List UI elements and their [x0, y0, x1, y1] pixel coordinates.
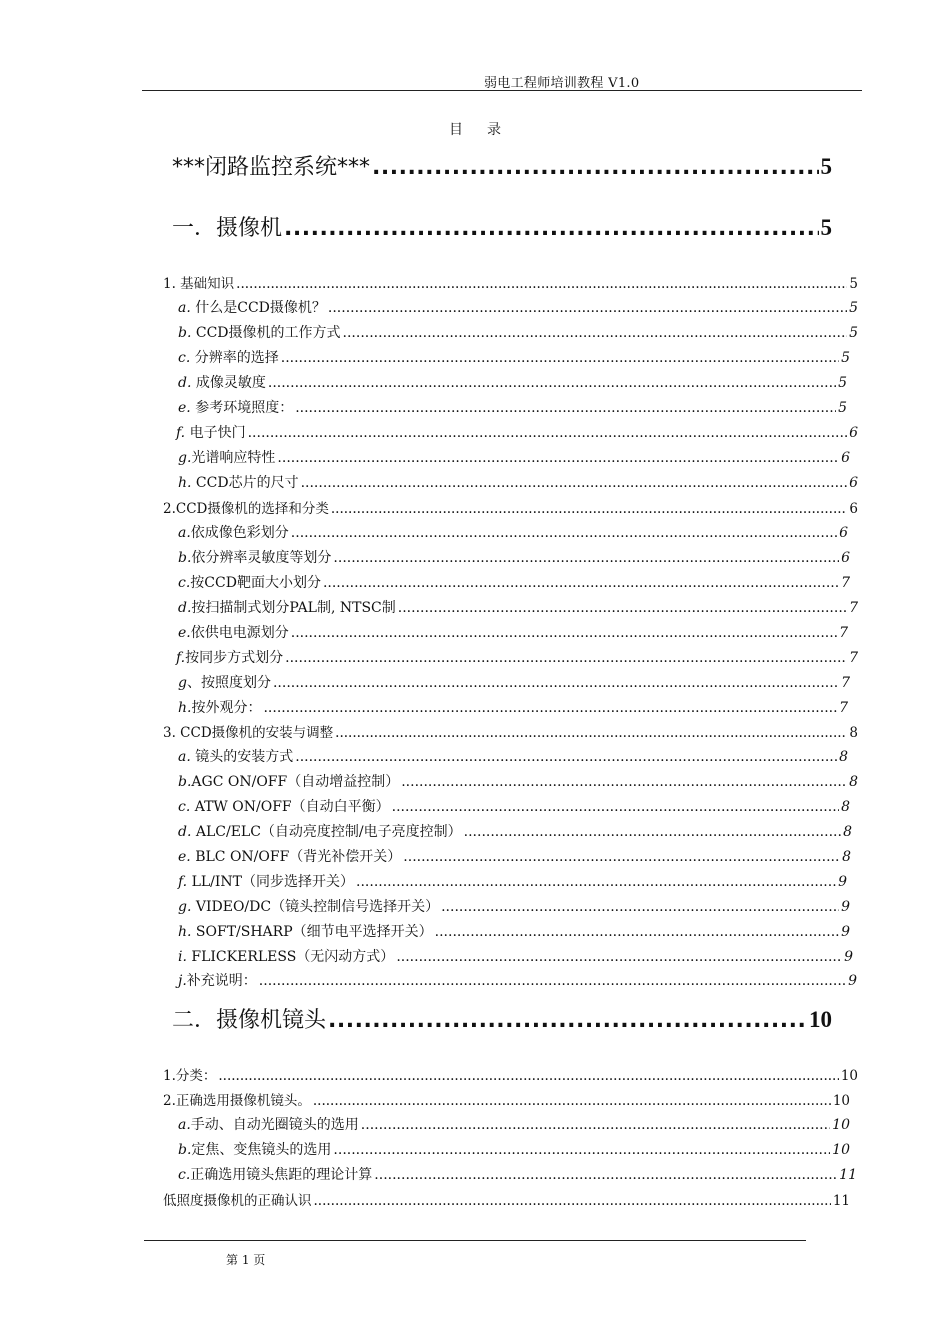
toc-entry-page: 8: [839, 749, 848, 765]
toc-leader-dots: [323, 575, 839, 591]
toc-entry-label: [178, 597, 396, 617]
toc-entry[interactable]: [163, 721, 858, 741]
toc-leader-dots: [361, 1117, 830, 1133]
toc-leader-dots: [343, 325, 848, 341]
toc-entry[interactable]: [178, 622, 848, 642]
toc-leader-dots: [281, 350, 839, 366]
toc-entry[interactable]: [172, 150, 832, 181]
toc-title-char-2: 录: [487, 122, 501, 138]
toc-entry-label: [176, 422, 246, 442]
toc-leader-dots: [263, 700, 837, 716]
toc-title: [0, 119, 950, 139]
toc-entry-page: 10: [809, 1007, 832, 1032]
toc-entry-page: 10: [840, 1068, 858, 1084]
toc-entry-text: 正确选用镜头焦距的理论计算: [190, 1167, 373, 1183]
toc-leader-dots: [268, 375, 836, 391]
toc-entry-page: 5: [820, 154, 832, 179]
toc-entry-label: [178, 397, 293, 417]
toc-entry-label: [172, 150, 370, 181]
toc-entry-marker: i.: [178, 949, 187, 965]
toc-entry-page: 5: [849, 300, 858, 316]
toc-entry-page: 5: [849, 325, 858, 341]
toc-entry[interactable]: [178, 1139, 850, 1159]
toc-entry-text: 3. CCD摄像机的安装与调整: [163, 725, 334, 741]
toc-entry-label: [178, 871, 354, 891]
toc-entry-label: [178, 547, 331, 567]
toc-entry[interactable]: [178, 347, 850, 367]
toc-entry-page: 8: [849, 725, 858, 741]
toc-entry[interactable]: [178, 397, 847, 417]
toc-entry-marker: d.: [178, 375, 192, 391]
toc-entry-label: [178, 746, 293, 766]
toc-entry-marker: g.: [178, 450, 192, 466]
toc-entry-text: 分辨率的选择: [190, 350, 279, 366]
toc-entry-text: 依成像色彩划分: [190, 525, 289, 541]
toc-entry-text: VIDEO/DC（镜头控制信号选择开关）: [191, 899, 440, 915]
toc-entry-label: [172, 1003, 326, 1034]
toc-entry-label: [178, 1164, 372, 1184]
toc-leader-dots: [295, 400, 836, 416]
toc-entry-label: [163, 1064, 216, 1084]
toc-entry-label: [178, 347, 279, 367]
toc-entry-page: 8: [849, 774, 858, 790]
toc-entry[interactable]: [178, 472, 858, 492]
toc-entry-page: 8: [841, 799, 850, 815]
toc-entry-page: 11: [832, 1193, 850, 1209]
toc-entry-page: 9: [841, 924, 850, 940]
toc-entry[interactable]: [163, 272, 858, 292]
toc-entry-text: 1.分类：: [163, 1068, 217, 1084]
toc-entry-marker: c.: [178, 1167, 191, 1183]
toc-entry-page: 5: [820, 215, 832, 240]
toc-entry-text: ALC/ELC（自动亮度控制/电子亮度控制）: [191, 824, 462, 840]
toc-entry[interactable]: [178, 970, 857, 990]
toc-leader-dots: [284, 216, 818, 241]
toc-entry-text: 2.CCD摄像机的选择和分类: [163, 501, 329, 517]
toc-entry-page: 11: [839, 1167, 857, 1183]
toc-entry-text: 按CCD靶面大小划分: [190, 575, 321, 591]
toc-leader-dots: [328, 1008, 807, 1033]
toc-entry[interactable]: [163, 1064, 858, 1084]
toc-entry-label: [163, 272, 234, 292]
toc-entry-text: 按外观分：: [191, 700, 262, 716]
toc-entry[interactable]: [178, 697, 848, 717]
toc-leader-dots: [403, 849, 840, 865]
toc-leader-dots: [277, 450, 839, 466]
toc-leader-dots: [396, 949, 842, 965]
footer-rule: [144, 1240, 806, 1241]
toc-entry-label: [178, 796, 390, 816]
toc-entry-label: [163, 1189, 312, 1209]
toc-entry-page: 6: [841, 550, 850, 566]
toc-entry-page: 10: [832, 1142, 850, 1158]
toc-leader-dots: [441, 899, 839, 915]
toc-entry-marker: g.: [178, 899, 192, 915]
toc-entry-label: [178, 572, 321, 592]
toc-entry[interactable]: [178, 572, 850, 592]
toc-leader-dots: [248, 425, 847, 441]
toc-entry-marker: b.: [178, 550, 192, 566]
toc-entry-text: SOFT/SHARP（细节电平选择开关）: [191, 924, 433, 940]
toc-entry-text: 电子快门: [185, 425, 246, 441]
toc-entry-page: 7: [841, 675, 850, 691]
header-rule: [142, 90, 862, 91]
toc-entry-label: [178, 970, 257, 990]
toc-entry-text: FLICKERLESS（无闪动方式）: [186, 949, 395, 965]
toc-leader-dots: [285, 650, 847, 666]
toc-entry-text: 2.正确选用摄像机镜头。: [163, 1093, 311, 1109]
toc-leader-dots: [356, 874, 836, 890]
toc-entry-page: 7: [841, 575, 850, 591]
toc-entry-marker: j.: [178, 973, 187, 989]
toc-entry[interactable]: [176, 647, 858, 667]
toc-entry-text: BLC ON/OFF（背光补偿开关）: [190, 849, 402, 865]
toc-entry[interactable]: [178, 1164, 857, 1184]
toc-entry-label: [178, 771, 399, 791]
toc-entry[interactable]: [172, 1003, 832, 1034]
toc-entry-marker: e.: [178, 849, 191, 865]
toc-entry[interactable]: [178, 871, 847, 891]
toc-entry-page: 9: [848, 973, 857, 989]
toc-entry[interactable]: [178, 547, 850, 567]
toc-entry-text: 镜头的安装方式: [190, 749, 294, 765]
toc-entry-marker: c.: [178, 799, 191, 815]
toc-entry-text: CCD芯片的尺寸: [191, 475, 299, 491]
toc-entry-page: 9: [838, 874, 847, 890]
toc-entry-text: 按同步方式划分: [185, 650, 284, 666]
toc-entry-label: [172, 211, 282, 242]
toc-entry-marker: a.: [178, 1117, 191, 1133]
toc-entry-page: 6: [839, 525, 848, 541]
toc-entry-text: LL/INT（同步选择开关）: [187, 874, 355, 890]
toc-entry-text: 按扫描制式划分PAL制, NTSC制: [191, 600, 396, 616]
toc-entry[interactable]: [163, 1189, 850, 1209]
toc-entry[interactable]: [178, 921, 850, 941]
toc-entry-marker: a.: [178, 300, 191, 316]
toc-entry[interactable]: [178, 1114, 850, 1134]
toc-entry-text: 、按照度划分: [186, 675, 271, 691]
toc-entry-text: 低照度摄像机的正确认识: [163, 1193, 312, 1209]
toc-entry[interactable]: [178, 846, 851, 866]
toc-entry-text: ***闭路监控系统***: [172, 155, 371, 180]
toc-entry-text: 定焦、变焦镜头的选用: [191, 1142, 332, 1158]
toc-entry-text: 依供电电源划分: [190, 625, 289, 641]
toc-entry-page: 8: [843, 824, 852, 840]
toc-entry-label: [178, 1114, 359, 1134]
toc-entry-page: 5: [849, 276, 858, 292]
toc-leader-dots: [372, 155, 818, 180]
toc-entry[interactable]: [178, 597, 858, 617]
toc-leader-dots: [398, 600, 847, 616]
header-title: 弱电工程师培训教程 V1.0: [484, 76, 640, 91]
toc-entry-label: [176, 647, 283, 667]
toc-entry-label: [178, 472, 299, 492]
toc-entry-text: 依分辨率灵敏度等划分: [191, 550, 332, 566]
toc-entry[interactable]: [178, 821, 852, 841]
toc-entry[interactable]: [178, 372, 847, 392]
toc-entry-marker: b.: [178, 1142, 192, 1158]
toc-entry[interactable]: [178, 946, 853, 966]
toc-entry-text: 手动、自动光圈镜头的选用: [190, 1117, 359, 1133]
toc-entry-page: 5: [841, 350, 850, 366]
toc-entry-text: ATW ON/OFF（自动白平衡）: [190, 799, 390, 815]
toc-entry[interactable]: [178, 297, 858, 317]
toc-entry[interactable]: [163, 497, 858, 517]
toc-entry-page: 5: [838, 375, 847, 391]
toc-entry-text: 光谱响应特性: [191, 450, 276, 466]
toc-entry[interactable]: [178, 522, 848, 542]
page-number: 第 1 页: [226, 1253, 266, 1267]
toc-entry-marker: d.: [178, 600, 192, 616]
toc-entry[interactable]: [178, 896, 850, 916]
toc-entry-marker: f.: [178, 874, 188, 890]
toc-entry-marker: h.: [178, 700, 192, 716]
toc-entry-label: [163, 1089, 311, 1109]
toc-entry-marker: h.: [178, 475, 192, 491]
toc-entry-label: [178, 297, 326, 317]
toc-entry-label: [178, 896, 439, 916]
toc-entry[interactable]: [172, 211, 832, 242]
toc-leader-dots: [435, 924, 839, 940]
toc-leader-dots: [236, 276, 847, 292]
toc-entry-label: [178, 697, 261, 717]
toc-entry-text: 1. 基础知识: [163, 276, 235, 292]
toc-entry-marker: b.: [178, 325, 192, 341]
toc-leader-dots: [301, 475, 848, 491]
toc-entry-page: 10: [832, 1093, 850, 1109]
toc-entry-marker: e.: [178, 625, 191, 641]
toc-entry-page: 9: [841, 899, 850, 915]
toc-entry-marker: a.: [178, 749, 191, 765]
toc-entry-marker: d.: [178, 824, 192, 840]
toc-leader-dots: [464, 824, 841, 840]
toc-entry-page: 7: [849, 600, 858, 616]
toc-leader-dots: [392, 799, 839, 815]
toc-leader-dots: [401, 774, 847, 790]
toc-entry-marker: c.: [178, 350, 191, 366]
toc-entry-page: 6: [849, 501, 858, 517]
toc-leader-dots: [331, 501, 848, 517]
toc-entry-page: 6: [841, 450, 850, 466]
toc-leader-dots: [314, 1193, 831, 1209]
toc-entry-marker: c.: [178, 575, 191, 591]
toc-leader-dots: [333, 1142, 830, 1158]
toc-entry-page: 9: [844, 949, 853, 965]
toc-entry-text: AGC ON/OFF（自动增益控制）: [191, 774, 400, 790]
toc-entry-text: 成像灵敏度: [191, 375, 266, 391]
toc-entry-label: [178, 921, 433, 941]
toc-entry-label: [163, 721, 333, 741]
toc-leader-dots: [295, 749, 837, 765]
toc-entry-marker: e.: [178, 400, 191, 416]
toc-entry-marker: g: [178, 675, 187, 691]
toc-entry-page: 7: [839, 625, 848, 641]
toc-entry-label: [178, 372, 266, 392]
toc-leader-dots: [273, 675, 839, 691]
toc-entry-label: [178, 821, 462, 841]
toc-leader-dots: [313, 1093, 831, 1109]
toc-entry-label: [178, 447, 275, 467]
toc-entry-marker: h.: [178, 924, 192, 940]
toc-leader-dots: [335, 725, 847, 741]
toc-entry-label: [178, 1139, 331, 1159]
toc-entry-text: 二．摄像机镜头: [172, 1008, 327, 1033]
toc-entry-label: [178, 846, 401, 866]
toc-entry-label: [178, 522, 289, 542]
toc-entry-marker: b.: [178, 774, 192, 790]
toc-entry-label: [163, 497, 329, 517]
toc-entry-page: 5: [838, 400, 847, 416]
toc-entry-page: 7: [839, 700, 848, 716]
toc-entry[interactable]: [178, 322, 858, 342]
toc-entry-text: 参考环境照度：: [190, 400, 294, 416]
toc-entry[interactable]: [178, 796, 850, 816]
toc-leader-dots: [374, 1167, 837, 1183]
toc-title-char-1: 目: [449, 122, 463, 138]
toc-entry-label: [178, 672, 271, 692]
toc-entry-page: 8: [842, 849, 851, 865]
toc-entry-label: [178, 946, 394, 966]
toc-entry-label: [178, 322, 341, 342]
toc-entry-text: 什么是CCD摄像机？: [190, 300, 326, 316]
toc-entry-text: CCD摄像机的工作方式: [191, 325, 341, 341]
toc-entry-page: 10: [832, 1117, 850, 1133]
toc-entry-text: 一．摄像机: [172, 216, 283, 241]
toc-entry-marker: f.: [176, 650, 186, 666]
toc-leader-dots: [259, 973, 846, 989]
toc-leader-dots: [333, 550, 839, 566]
toc-entry[interactable]: [178, 447, 850, 467]
toc-entry[interactable]: [176, 422, 858, 442]
toc-leader-dots: [291, 525, 837, 541]
toc-entry-marker: a.: [178, 525, 191, 541]
toc-entry-page: 6: [849, 425, 858, 441]
toc-entry-marker: f.: [176, 425, 186, 441]
toc-entry-page: 7: [849, 650, 858, 666]
toc-entry-text: 补充说明：: [186, 973, 257, 989]
toc-leader-dots: [291, 625, 837, 641]
toc-leader-dots: [218, 1068, 838, 1084]
toc-entry[interactable]: [178, 746, 848, 766]
toc-entry[interactable]: [178, 771, 858, 791]
toc-entry[interactable]: [178, 672, 850, 692]
toc-leader-dots: [328, 300, 847, 316]
toc-entry[interactable]: [163, 1089, 850, 1109]
toc-entry-page: 6: [849, 475, 858, 491]
toc-entry-label: [178, 622, 289, 642]
